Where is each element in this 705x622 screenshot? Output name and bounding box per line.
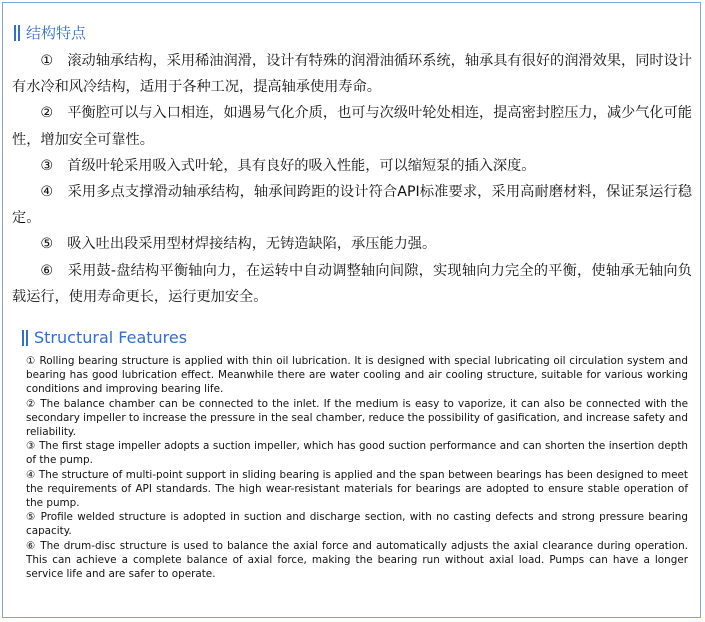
cn-feature-item: ① 滚动轴承结构，采用稀油润滑，设计有特殊的润滑油循环系统，轴承具有很好的润滑效果，同时设计有水冷和风冷结构，适用于各种工况，提高轴承使用寿命。	[12, 53, 692, 96]
en-section-title: Structural Features	[34, 328, 188, 347]
heading-marker-icon	[14, 25, 22, 41]
cn-feature-item: ② 平衡腔可以与入口相连，如遇易气化介质，也可与次级叶轮处相连，提高密封腔压力，减少气化可能性，增加安全可靠性。	[12, 105, 692, 148]
en-feature-item: ④ The structure of multi-point support in sliding bearing is applied and the span between bearings has been designed to meet the requirements of API standards. The high wear-resistant materials for bearings are adopted to ensure stable operation of the pump.	[26, 468, 688, 510]
en-feature-item: ⑥ The drum-disc structure is used to balance the axial force and automatically adjusts the axial clearance during operation. This can achieve a complete balance of axial force, making the bearing run without axial load. Pumps can have a longer service life and are safer to operate.	[26, 539, 688, 581]
heading-marker-icon	[22, 330, 30, 346]
en-feature-item: ③ The first stage impeller adopts a suction impeller, which has good suction performance and can shorten the insertion depth of the pump.	[26, 440, 688, 467]
cn-section-heading	[14, 22, 86, 43]
cn-feature-item: ⑥ 采用鼓-盘结构平衡轴向力，在运转中自动调整轴向间隙，实现轴向力完全的平衡，使轴承无轴向负载运行，使用寿命更长，运行更加安全。	[12, 262, 692, 305]
cn-feature-item: ④ 采用多点支撑滑动轴承结构，轴承间跨距的设计符合API标准要求，采用高耐磨材料，保证泵运行稳定。	[12, 184, 692, 227]
cn-feature-item: ③ 首级叶轮采用吸入式叶轮，具有良好的吸入性能，可以缩短泵的插入深度。	[40, 157, 536, 174]
cn-feature-item: ⑤ 吸入吐出段采用型材焊接结构，无铸造缺陷，承压能力强。	[40, 236, 437, 253]
en-feature-item: ② The balance chamber can be connected to the inlet. If the medium is easy to vaporize, it can also be connected with the secondary impeller to increase the pressure in the seal chamber, reduce the possibility of gasification, and increase safety and reliability.	[26, 397, 688, 439]
cn-section-title: 结构特点	[26, 24, 87, 42]
cn-feature-list	[12, 48, 692, 310]
en-feature-item: ① Rolling bearing structure is applied with thin oil lubrication. It is designed with special lubricating oil circulation system and bearing has good lubrication effect. Meanwhile there are water cooling and air cooling structure, suitable for various working conditions and improving bearing life.	[26, 355, 688, 396]
en-section-heading	[22, 328, 187, 347]
en-feature-list	[26, 354, 688, 581]
en-feature-item: ⑤ Profile welded structure is adopted in suction and discharge section, with no casting defects and strong pressure bearing capacity.	[26, 511, 688, 538]
